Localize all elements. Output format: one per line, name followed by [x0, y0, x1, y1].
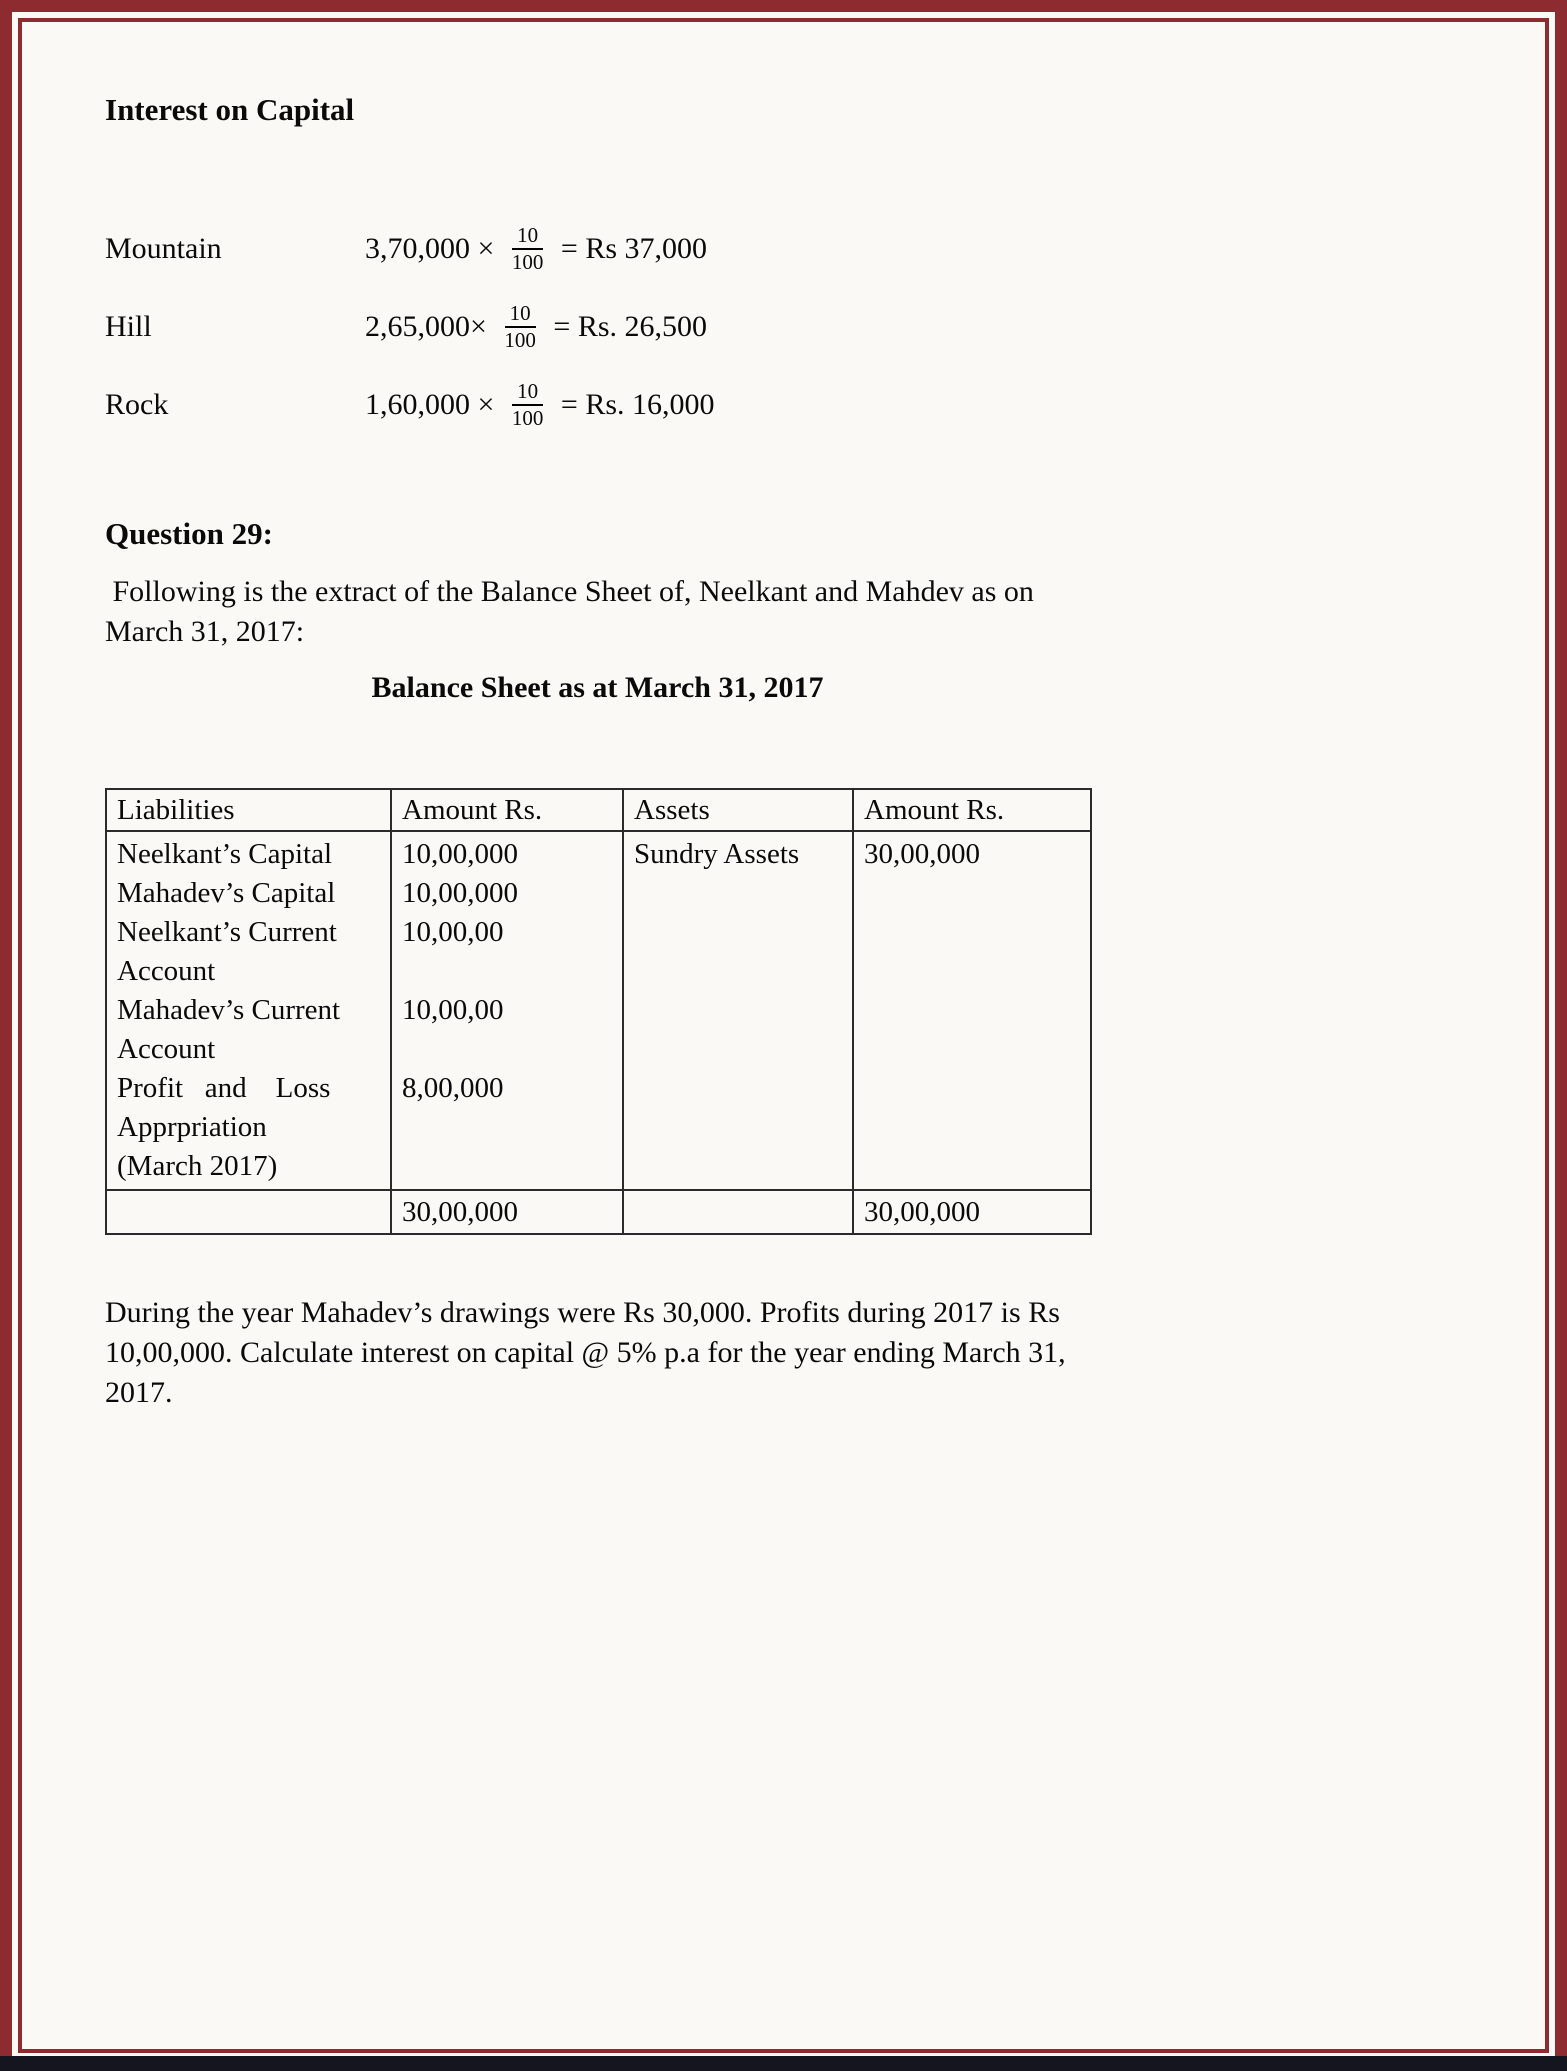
liabilities-cell: [106, 831, 391, 1190]
calc-row-hill: [105, 298, 1095, 356]
total-liabilities-amount: 30,00,000: [391, 1190, 623, 1234]
amount-line: 30,00,000: [864, 838, 980, 870]
fraction-denominator: 100: [504, 328, 536, 352]
amount-line: 10,00,000: [402, 838, 518, 870]
asset-line: Sundry Assets: [634, 838, 800, 870]
fraction-numerator: 10: [512, 223, 543, 250]
liability-line: Mahadev’s Capital: [117, 877, 336, 909]
partner-name: Mountain: [105, 232, 222, 265]
amount-line: [402, 1108, 614, 1147]
calc-expression: [365, 379, 715, 431]
fraction-denominator: 100: [511, 406, 544, 430]
amount-line: 10,00,000: [402, 877, 518, 909]
fraction: [512, 379, 544, 431]
liability-line: Account: [117, 955, 216, 987]
table-total-row: [106, 1190, 1091, 1234]
expression-result: = Rs. 26,500: [545, 310, 708, 343]
calc-row-rock: [105, 376, 1095, 434]
expression-result: = Rs 37,000: [553, 232, 708, 265]
fraction: [512, 223, 544, 275]
liability-line: Apprpriation: [117, 1111, 267, 1143]
total-assets-amount: 30,00,000: [853, 1190, 1091, 1234]
bottom-scan-edge: [0, 2056, 1567, 2071]
assets-cell: [623, 831, 853, 1190]
amount-line: [402, 1030, 614, 1069]
partner-name: Hill: [105, 310, 152, 343]
liability-line: (March 2017): [117, 1150, 278, 1182]
fraction-numerator: 10: [512, 379, 543, 406]
amount-line: [402, 952, 614, 991]
amount-line: 10,00,00: [402, 916, 504, 948]
calc-expression: [365, 301, 707, 353]
table-header-amount-liabilities: Amount Rs.: [391, 789, 623, 831]
liability-line: Account: [117, 1033, 216, 1065]
fraction-denominator: 100: [511, 250, 544, 274]
table-header-amount-assets: Amount Rs.: [853, 789, 1091, 831]
fraction: [504, 301, 536, 353]
amount-line: 8,00,000: [402, 1072, 504, 1104]
document-title: Interest on Capital: [105, 92, 355, 127]
calc-expression: [365, 223, 707, 275]
interest-calculations: [105, 220, 1095, 434]
closing-paragraph: During the year Mahadev’s drawings were Rs 30,000. Profits during 2017 is Rs 10,00,000. Calculate interest on capital @ 5% p.a for the year ending March 31, 2017.: [105, 1296, 1074, 1409]
question-intro: Following is the extract of the Balance Sheet of, Neelkant and Mahdev as on March 31, 2017:: [105, 575, 1042, 648]
table-body-row: [106, 831, 1091, 1190]
liabilities-amount-cell: [391, 831, 623, 1190]
balance-sheet-title: Balance Sheet as at March 31, 2017: [371, 671, 824, 704]
liability-line: Neelkant’s Current: [117, 916, 337, 948]
amount-line: 10,00,00: [402, 994, 504, 1026]
expression-left: 2,65,000×: [365, 310, 495, 343]
page-content: [105, 92, 1095, 1413]
partner-name: Rock: [105, 388, 169, 421]
calc-row-mountain: [105, 220, 1095, 278]
fraction-numerator: 10: [505, 301, 536, 328]
liability-line: Profit and Loss: [117, 1072, 331, 1104]
table-header-assets: Assets: [623, 789, 853, 831]
expression-result: = Rs. 16,000: [553, 388, 715, 421]
question-heading: Question 29:: [105, 516, 273, 551]
table-header-liabilities: Liabilities: [106, 789, 391, 831]
liability-line: Neelkant’s Capital: [117, 838, 333, 870]
assets-amount-cell: [853, 831, 1091, 1190]
table-header-row: [106, 789, 1091, 831]
balance-sheet-table: [105, 788, 1092, 1235]
amount-line: [402, 1147, 614, 1186]
total-empty-cell: [106, 1190, 391, 1234]
total-empty-cell: [623, 1190, 853, 1234]
liability-line: Mahadev’s Current: [117, 994, 341, 1026]
expression-left: 3,70,000 ×: [365, 232, 502, 265]
expression-left: 1,60,000 ×: [365, 388, 502, 421]
